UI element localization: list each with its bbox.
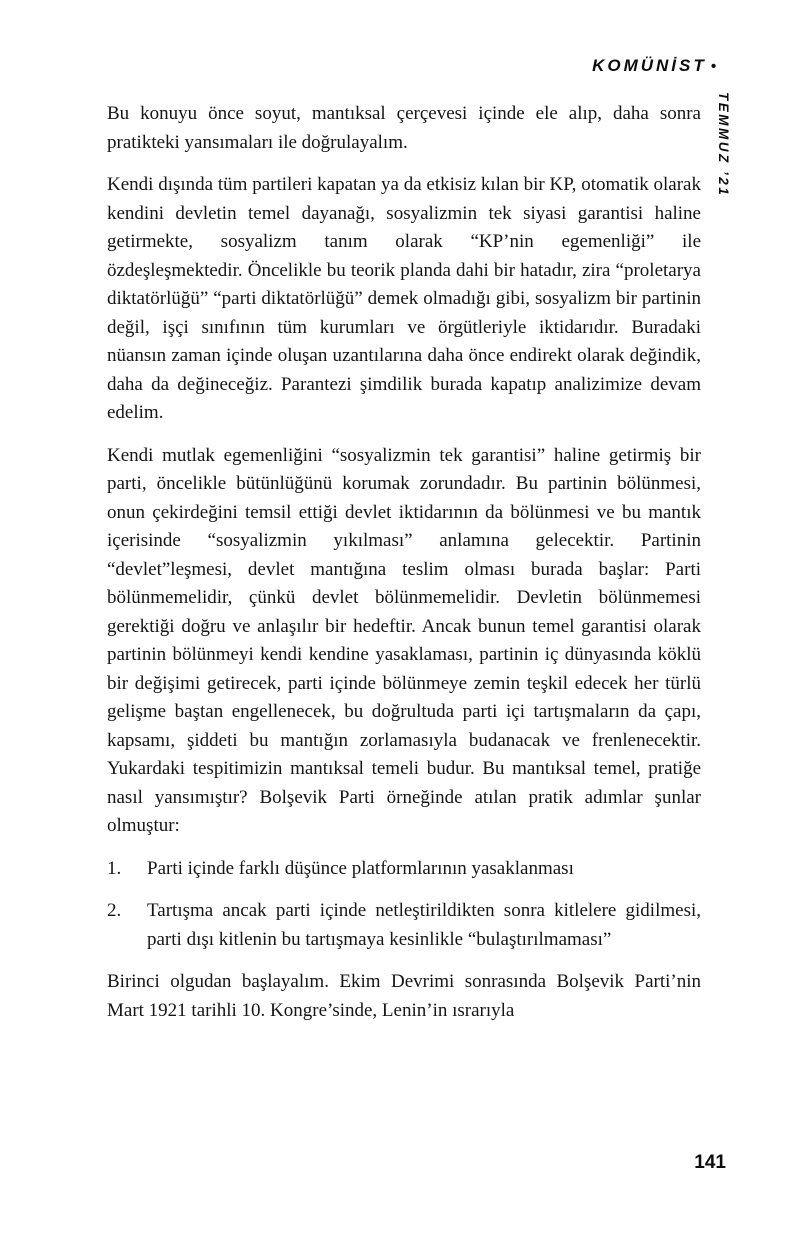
numbered-list-item-2: [107, 897, 701, 954]
bullet-icon: •: [710, 58, 716, 75]
page-content: [107, 100, 701, 1039]
journal-header: [592, 56, 716, 76]
numbered-list-item-1: [107, 855, 701, 884]
journal-title: KOMÜNİST: [592, 56, 707, 75]
paragraph-3: Kendi mutlak egemenliğini “sosyalizmin tek garantisi” haline getirmiş bir parti, öncelikle bütünlüğünü korumak zorundadır. Bu partinin bölünmesi, onun çekirdeğini temsil ettiği devlet iktidarının da bölünmesi ve bu mantık içerisinde “sosyalizmin yıkılması” anlamına gelecektir. Partinin “devlet”leşmesi, devlet mantığına teslim olması burada başlar: Parti bölünmemelidir, çünkü devlet bölünmemelidir. Devletin bölünmemesi gerektiği doğru ve anlaşılır bir hedeftir. Ancak bunun temel garantisi olarak partinin bölünmeyi kendi kendine yasaklaması, partinin iç dünyasında köklü bir değişimi getirecek, parti içinde bölünmeye zemin teşkil edecek her türlü gelişme baştan engellenecek, bu doğrultuda parti içi tartışmaların da çapı, kapsamı, şiddeti bu mantığın zorlamasıyla budanacak ve frenlenecektir. Yukardaki tespitimizin mantıksal temeli budur. Bu mantıksal temel, pratiğe nasıl yansımıştır? Bolşevik Parti örneğinde atılan pratik adımlar şunlar olmuştur:: [107, 444, 701, 836]
list-text-2: Tartışma ancak parti içinde netleştirildikten sonra kitlelere gidilmesi, parti dışı kitlenin bu tartışmaya kesinlikle “bulaştırılmaması”: [147, 900, 701, 950]
issue-date-label: TEMMUZ ’21: [716, 92, 731, 198]
paragraph-4: Birinci olgudan başlayalım. Ekim Devrimi sonrasında Bolşevik Parti’nin Mart 1921 tarihli 10. Kongre’sinde, Lenin’in ısrarıyla: [107, 971, 701, 1021]
list-number-2: 2.: [107, 900, 122, 921]
paragraph-2: Kendi dışında tüm partileri kapatan ya da etkisiz kılan bir KP, otomatik olarak kendini devletin temel dayanağı, sosyalizmin tek siyasi garantisi haline getirmekte, sosyalizm tanım olarak “KP’nin egemenliği” ile özdeşleşmektedir. Öncelikle bu teorik planda dahi bir hatadır, zira “proletarya diktatörlüğü” “parti diktatörlüğü” demek olmadığı gibi, sosyalizm bir partinin değil, işçi sınıfının tüm kurumları ve örgütleriyle iktidarıdır. Buradaki nüansın zaman içinde oluşan uzantılarına daha önce endirekt olarak değindik, daha da değineceğiz. Parantezi şimdilik burada kapatıp analizimize devam edelim.: [107, 174, 701, 423]
paragraph-1: Bu konuyu önce soyut, mantıksal çerçevesi içinde ele alıp, daha sonra pratikteki yansımaları ile doğrulayalım.: [107, 103, 701, 153]
list-text-1: Parti içinde farklı düşünce platformlarının yasaklanması: [147, 857, 574, 879]
page-number: 141: [694, 1152, 726, 1173]
list-number-1: 1.: [107, 857, 122, 879]
